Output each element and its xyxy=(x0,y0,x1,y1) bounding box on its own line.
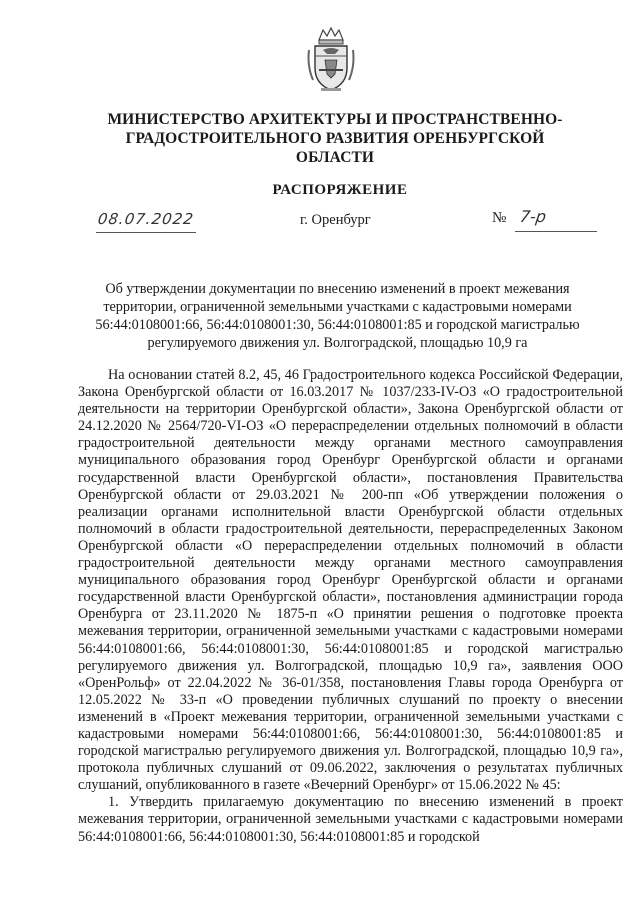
handwritten-date: 08.07.2022 xyxy=(96,210,196,228)
document-body xyxy=(78,367,623,846)
document-type: РАСПОРЯЖЕНИЕ xyxy=(272,182,408,198)
body-paragraph: На основании статей 8.2, 45, 46 Градостроительного кодекса Российской Федерации, Закона Оренбургской области от 16.03.2017 № 1037/233-IV-ОЗ «О градостроительной деятельности на территории Оренбургской области», Закона Оренбургской области от 24.12.2020 № 2564/720-VI-ОЗ «О перераспределении отдельных полномочий в области градостроительной деятельности между органами местного самоуправления муниципального образования город Оренбург Оренбургской области и органами государственной власти Оренбургской области», постановления Правительства Оренбургской области от 29.03.2021 № 200-пп «Об утверждении положения о реализации органами исполнительной власти Оренбургской области отдельных полномочий в области градостроительной деятельности, перераспределенных Законом Оренбургской области «О перераспределении отдельных полномочий в области градостроительной деятельности между органами местного самоуправления муниципального образования город Оренбург Оренбургской области и органами государственной власти Оренбургской области», постановления администрации города Оренбурга от 23.11.2020 № 1875-п «О принятии решения о подготовке проекта межевания территории, ограниченной земельными участками с кадастровыми номерами 56:44:0108001:66, 56:44:0108001:30, 56:44:0108001:85 и городской магистралью регулируемого движения ул. Волгоградской, площадью 10,9 га», заявления ООО «ОренРольф» от 22.04.2022 № 36-01/358, постановления Главы города Оренбурга от 12.05.2022 № 33-п «О проведении публичных слушаний по проекту о внесении изменений в «Проект межевания территории, ограниченной земельными участками с кадастровыми номерами 56:44:0108001:66, 56:44:0108001:30, 56:44:0108001:85 и городской магистралью регулируемого движения ул. Волгоградской, площадью 10,9 га», протокола публичных слушаний от 09.06.2022, заключения о результатах публичных слушаний, опубликованного в газете «Вечерний Оренбург» от 15.06.2022 № 45: xyxy=(78,367,623,794)
subject-line: регулируемого движения ул. Волгоградской, площадью 10,9 га xyxy=(147,335,528,351)
subject-line: Об утверждении документации по внесению изменений в проект межевания xyxy=(105,281,570,297)
number-label: № xyxy=(492,210,507,226)
subject-line: территории, ограниченной земельными участками с кадастровыми номерами xyxy=(103,299,572,315)
date-underline xyxy=(96,232,196,233)
handwritten-number: 7-р xyxy=(518,207,548,226)
number-underline xyxy=(515,231,597,232)
ministry-line: ГРАДОСТРОИТЕЛЬНОГО РАЗВИТИЯ ОРЕНБУРГСКОЙ ОБЛАСТИ xyxy=(125,130,545,166)
subject-line: 56:44:0108001:66, 56:44:0108001:30, 56:44:0108001:85 и городской магистралью xyxy=(95,317,580,333)
orenburg-coat-of-arms-icon xyxy=(305,26,357,94)
document-subject xyxy=(95,280,580,352)
body-paragraph: 1. Утвердить прилагаемую документацию по внесению изменений в проект межевания территории, ограниченной земельными участками с кадастровыми номерами 56:44:0108001:66, 56:44:0108001:30, 56:44:0108001:85 и городской xyxy=(78,794,623,845)
city-label: г. Оренбург xyxy=(300,212,371,228)
ministry-line: МИНИСТЕРСТВО АРХИТЕКТУРЫ И ПРОСТРАНСТВЕННО- xyxy=(107,111,563,128)
ministry-name xyxy=(95,110,575,167)
